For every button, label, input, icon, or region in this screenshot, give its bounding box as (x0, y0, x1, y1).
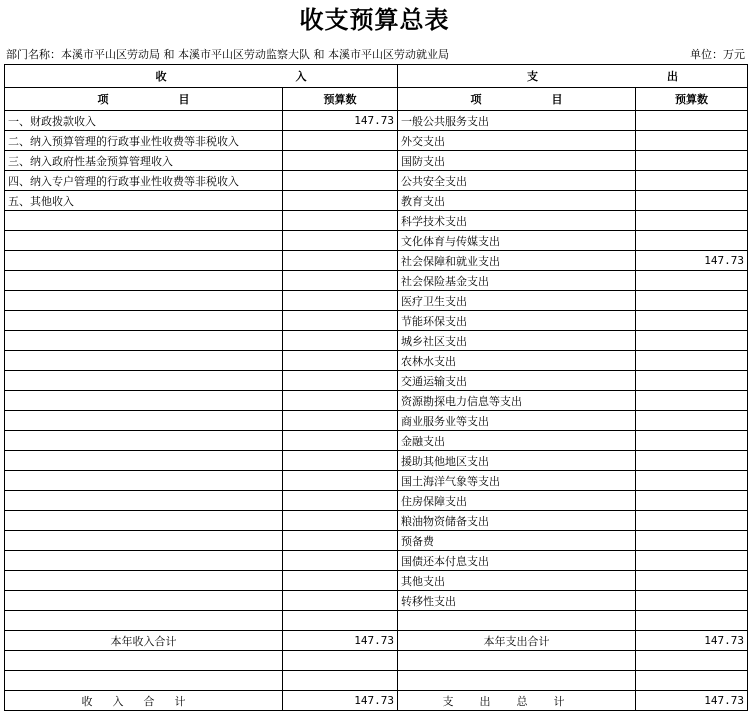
expense-item-cell (398, 611, 636, 631)
expense-item-cell: 援助其他地区支出 (398, 451, 636, 471)
expense-value-cell (636, 131, 748, 151)
table-row (5, 191, 748, 211)
expense-value-cell (636, 151, 748, 171)
table-row (5, 471, 748, 491)
expense-value-cell (636, 271, 748, 291)
income-value-cell (283, 291, 398, 311)
expense-value-cell (636, 471, 748, 491)
income-value-cell (283, 131, 398, 151)
table-row (5, 611, 748, 631)
empty-cell (636, 651, 748, 671)
item-char2: 目 (178, 93, 190, 106)
expense-item-cell: 社会保险基金支出 (398, 271, 636, 291)
income-value-cell (283, 591, 398, 611)
table-row (5, 591, 748, 611)
expense-item-cell: 医疗卫生支出 (398, 291, 636, 311)
empty-cell (5, 671, 283, 691)
table-row (5, 331, 748, 351)
empty-row (5, 651, 748, 671)
expense-value-cell (636, 111, 748, 131)
subtotal-row (5, 631, 748, 651)
table-row (5, 411, 748, 431)
income-item-cell: 四、纳入专户管理的行政事业性收费等非税收入 (5, 171, 283, 191)
expense-header-char1: 支 (527, 70, 538, 83)
expense-value-cell (636, 431, 748, 451)
table-row (5, 231, 748, 251)
expense-item-cell: 粮油物资储备支出 (398, 511, 636, 531)
income-item-cell (5, 491, 283, 511)
income-value-cell (283, 491, 398, 511)
expense-value-cell (636, 611, 748, 631)
expense-value-cell (636, 411, 748, 431)
expense-item-cell: 科学技术支出 (398, 211, 636, 231)
expense-item-cell: 国土海洋气象等支出 (398, 471, 636, 491)
expense-value-cell (636, 191, 748, 211)
table-row (5, 291, 748, 311)
income-item-cell (5, 271, 283, 291)
income-subtotal-label: 本年收入合计 (5, 631, 283, 651)
expense-total-value: 147.73 (636, 691, 748, 711)
expense-value-cell: 147.73 (636, 251, 748, 271)
expense-budget-header: 预算数 (636, 88, 748, 111)
table-row (5, 251, 748, 271)
income-value-cell (283, 471, 398, 491)
expense-item-cell: 资源勘探电力信息等支出 (398, 391, 636, 411)
item-char1: 项 (97, 93, 109, 106)
expense-subtotal-label: 本年支出合计 (398, 631, 636, 651)
income-subtotal-value: 147.73 (283, 631, 398, 651)
income-budget-header: 预算数 (283, 88, 398, 111)
income-item-cell (5, 391, 283, 411)
income-value-cell (283, 171, 398, 191)
table-row (5, 371, 748, 391)
expense-item-cell: 文化体育与传媒支出 (398, 231, 636, 251)
empty-cell (636, 671, 748, 691)
income-item-cell (5, 531, 283, 551)
expense-value-cell (636, 451, 748, 471)
income-value-cell (283, 451, 398, 471)
item-char2: 目 (551, 93, 563, 106)
income-item-cell (5, 611, 283, 631)
table-row (5, 211, 748, 231)
income-value-cell (283, 311, 398, 331)
expense-header-char2: 出 (667, 70, 678, 83)
expense-item-header (398, 88, 636, 111)
income-item-cell (5, 551, 283, 571)
column-header-row (5, 88, 748, 111)
income-item-cell (5, 591, 283, 611)
table-row (5, 391, 748, 411)
income-value-cell (283, 331, 398, 351)
expense-value-cell (636, 391, 748, 411)
empty-row (5, 671, 748, 691)
income-item-cell (5, 331, 283, 351)
income-item-cell: 二、纳入预算管理的行政事业性收费等非税收入 (5, 131, 283, 151)
section-header-row (5, 65, 748, 88)
expense-value-cell (636, 371, 748, 391)
expense-item-cell: 城乡社区支出 (398, 331, 636, 351)
expense-item-cell: 节能环保支出 (398, 311, 636, 331)
income-value-cell: 147.73 (283, 111, 398, 131)
income-value-cell (283, 431, 398, 451)
income-item-cell (5, 311, 283, 331)
income-item-cell (5, 571, 283, 591)
income-value-cell (283, 571, 398, 591)
unit-label: 单位：万元 (690, 48, 745, 61)
income-header-char1: 收 (155, 70, 167, 83)
table-row (5, 511, 748, 531)
expense-item-cell: 外交支出 (398, 131, 636, 151)
income-value-cell (283, 611, 398, 631)
income-item-cell: 五、其他收入 (5, 191, 283, 211)
expense-value-cell (636, 231, 748, 251)
table-row (5, 571, 748, 591)
empty-cell (398, 671, 636, 691)
income-value-cell (283, 231, 398, 251)
expense-value-cell (636, 571, 748, 591)
income-value-cell (283, 371, 398, 391)
expense-value-cell (636, 211, 748, 231)
table-row (5, 351, 748, 371)
income-item-cell (5, 231, 283, 251)
empty-cell (5, 651, 283, 671)
table-row (5, 171, 748, 191)
department-name: 部门名称：本溪市平山区劳动局 和 本溪市平山区劳动监察大队 和 本溪市平山区劳动就业局 (6, 48, 449, 61)
income-item-cell (5, 471, 283, 491)
expense-value-cell (636, 171, 748, 191)
table-row (5, 491, 748, 511)
income-value-cell (283, 511, 398, 531)
expense-value-cell (636, 351, 748, 371)
income-value-cell (283, 531, 398, 551)
expense-value-cell (636, 591, 748, 611)
income-value-cell (283, 411, 398, 431)
page-title: 收支预算总表 (299, 5, 450, 34)
income-total-value: 147.73 (283, 691, 398, 711)
expense-item-cell: 商业服务业等支出 (398, 411, 636, 431)
income-item-cell: 三、纳入政府性基金预算管理收入 (5, 151, 283, 171)
empty-cell (283, 671, 398, 691)
empty-cell (283, 651, 398, 671)
income-item-cell (5, 211, 283, 231)
expense-item-cell: 金融支出 (398, 431, 636, 451)
expense-subtotal-value: 147.73 (636, 631, 748, 651)
table-row (5, 551, 748, 571)
expense-item-cell: 一般公共服务支出 (398, 111, 636, 131)
expense-item-cell: 交通运输支出 (398, 371, 636, 391)
income-value-cell (283, 271, 398, 291)
income-item-cell (5, 351, 283, 371)
expense-section-header (398, 65, 748, 88)
income-value-cell (283, 551, 398, 571)
income-header-char2: 入 (295, 70, 307, 83)
expense-value-cell (636, 491, 748, 511)
empty-cell (398, 651, 636, 671)
income-item-cell (5, 251, 283, 271)
expense-item-cell: 其他支出 (398, 571, 636, 591)
budget-table (4, 64, 748, 711)
income-value-cell (283, 211, 398, 231)
expense-item-cell: 国防支出 (398, 151, 636, 171)
expense-item-cell: 住房保障支出 (398, 491, 636, 511)
income-item-cell (5, 511, 283, 531)
table-row (5, 311, 748, 331)
income-item-cell (5, 451, 283, 471)
income-value-cell (283, 351, 398, 371)
income-item-cell (5, 431, 283, 451)
table-row (5, 431, 748, 451)
income-item-cell: 一、财政拨款收入 (5, 111, 283, 131)
income-value-cell (283, 251, 398, 271)
expense-value-cell (636, 551, 748, 571)
table-row (5, 271, 748, 291)
income-section-header (5, 65, 398, 88)
income-value-cell (283, 151, 398, 171)
income-item-cell (5, 371, 283, 391)
expense-item-cell: 转移性支出 (398, 591, 636, 611)
expense-total-label: 支出总计 (398, 691, 636, 711)
table-row (5, 531, 748, 551)
income-value-cell (283, 191, 398, 211)
income-item-cell (5, 291, 283, 311)
table-row (5, 131, 748, 151)
expense-item-cell: 教育支出 (398, 191, 636, 211)
expense-item-cell: 社会保障和就业支出 (398, 251, 636, 271)
expense-item-cell: 预备费 (398, 531, 636, 551)
expense-value-cell (636, 531, 748, 551)
table-row (5, 151, 748, 171)
expense-value-cell (636, 331, 748, 351)
expense-value-cell (636, 311, 748, 331)
income-total-label: 收入合计 (5, 691, 283, 711)
expense-value-cell (636, 291, 748, 311)
table-row (5, 111, 748, 131)
income-item-header (5, 88, 283, 111)
expense-item-cell: 农林水支出 (398, 351, 636, 371)
income-item-cell (5, 411, 283, 431)
table-row (5, 451, 748, 471)
item-char1: 项 (470, 93, 482, 106)
expense-item-cell: 国债还本付息支出 (398, 551, 636, 571)
expense-value-cell (636, 511, 748, 531)
expense-item-cell: 公共安全支出 (398, 171, 636, 191)
income-value-cell (283, 391, 398, 411)
total-row (5, 691, 748, 711)
